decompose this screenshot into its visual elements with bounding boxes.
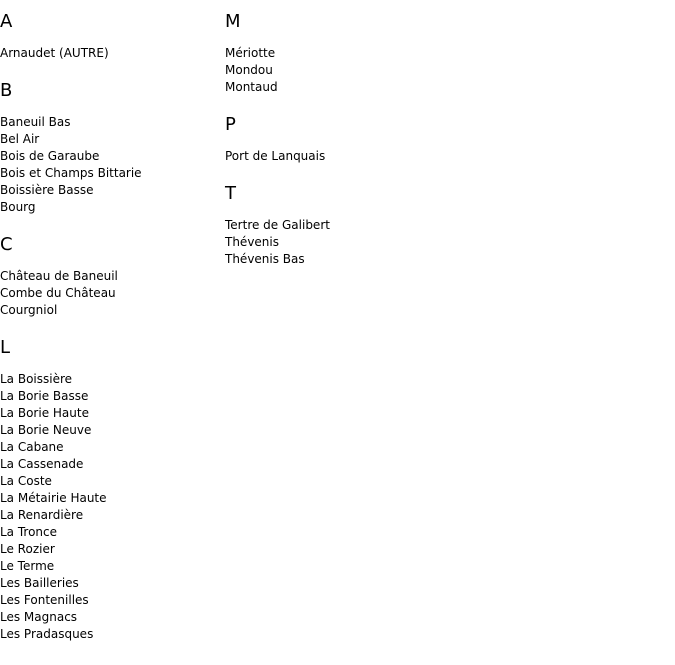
place-list <box>225 217 445 268</box>
letter-section <box>0 80 220 216</box>
section-letter-heading: T <box>225 183 236 204</box>
list-item <box>225 45 445 62</box>
place-link[interactable]: Les Fontenilles <box>0 593 89 607</box>
list-item <box>225 251 445 268</box>
place-link[interactable]: Combe du Château <box>0 286 116 300</box>
list-item <box>0 405 220 422</box>
list-item <box>0 165 220 182</box>
list-item <box>0 558 220 575</box>
list-item <box>0 524 220 541</box>
section-letter-heading: L <box>0 337 11 358</box>
section-letter-heading: M <box>225 11 241 32</box>
list-item <box>0 592 220 609</box>
list-item <box>0 388 220 405</box>
place-link[interactable]: Le Rozier <box>0 542 55 556</box>
place-list <box>0 268 220 319</box>
index-column-right <box>225 0 445 268</box>
list-item <box>0 114 220 131</box>
letter-section <box>225 183 445 268</box>
place-link[interactable]: La Coste <box>0 474 52 488</box>
list-item <box>0 199 220 216</box>
place-list <box>0 45 220 62</box>
place-link[interactable]: Bois de Garaube <box>0 149 100 163</box>
list-item <box>0 302 220 319</box>
list-item <box>0 131 220 148</box>
letter-section <box>225 11 445 96</box>
place-link[interactable]: Montaud <box>225 80 278 94</box>
index-column-left <box>0 0 220 643</box>
list-item <box>0 45 220 62</box>
list-item <box>0 456 220 473</box>
place-link[interactable]: La Métairie Haute <box>0 491 107 505</box>
place-link[interactable]: La Cassenade <box>0 457 84 471</box>
list-item <box>0 285 220 302</box>
place-link[interactable]: Les Pradasques <box>0 627 94 641</box>
section-letter-heading: A <box>0 11 13 32</box>
list-item <box>0 268 220 285</box>
list-item <box>0 422 220 439</box>
list-item <box>0 609 220 626</box>
list-item <box>225 234 445 251</box>
letter-section <box>0 337 220 643</box>
place-link[interactable]: Thévenis <box>225 235 279 249</box>
list-item <box>0 490 220 507</box>
list-item <box>0 575 220 592</box>
list-item <box>225 217 445 234</box>
place-link[interactable]: Arnaudet (AUTRE) <box>0 46 109 60</box>
place-link[interactable]: La Tronce <box>0 525 58 539</box>
place-link[interactable]: La Cabane <box>0 440 64 454</box>
place-link[interactable]: Bois et Champs Bittarie <box>0 166 142 180</box>
list-item <box>0 541 220 558</box>
place-link[interactable]: La Borie Basse <box>0 389 89 403</box>
place-link[interactable]: Courgniol <box>0 303 58 317</box>
letter-section <box>225 114 445 165</box>
section-letter-heading: C <box>0 234 13 255</box>
place-link[interactable]: La Boissière <box>0 372 73 386</box>
list-item <box>0 371 220 388</box>
place-link[interactable]: Les Bailleries <box>0 576 79 590</box>
place-list <box>0 371 220 643</box>
letter-section <box>0 11 220 62</box>
section-letter-heading: B <box>0 80 13 101</box>
list-item <box>0 626 220 643</box>
place-list <box>225 45 445 96</box>
place-link[interactable]: Mériotte <box>225 46 276 60</box>
place-link[interactable]: Les Magnacs <box>0 610 78 624</box>
place-link[interactable]: Bourg <box>0 200 36 214</box>
place-link[interactable]: Mondou <box>225 63 273 77</box>
list-item <box>225 79 445 96</box>
place-link[interactable]: Baneuil Bas <box>0 115 71 129</box>
list-item <box>0 148 220 165</box>
place-link[interactable]: Le Terme <box>0 559 55 573</box>
place-link[interactable]: La Renardière <box>0 508 84 522</box>
list-item <box>225 148 445 165</box>
place-link[interactable]: Boissière Basse <box>0 183 94 197</box>
place-link[interactable]: Bel Air <box>0 132 40 146</box>
place-link[interactable]: Port de Lanquais <box>225 149 326 163</box>
place-link[interactable]: Tertre de Galibert <box>225 218 330 232</box>
list-item <box>0 473 220 490</box>
list-item <box>0 439 220 456</box>
place-list <box>225 148 445 165</box>
list-item <box>0 182 220 199</box>
list-item <box>0 507 220 524</box>
section-letter-heading: P <box>225 114 236 135</box>
place-link[interactable]: La Borie Neuve <box>0 423 92 437</box>
list-item <box>225 62 445 79</box>
letter-section <box>0 234 220 319</box>
place-link[interactable]: Château de Baneuil <box>0 269 118 283</box>
place-link[interactable]: Thévenis Bas <box>225 252 305 266</box>
place-list <box>0 114 220 216</box>
place-link[interactable]: La Borie Haute <box>0 406 89 420</box>
